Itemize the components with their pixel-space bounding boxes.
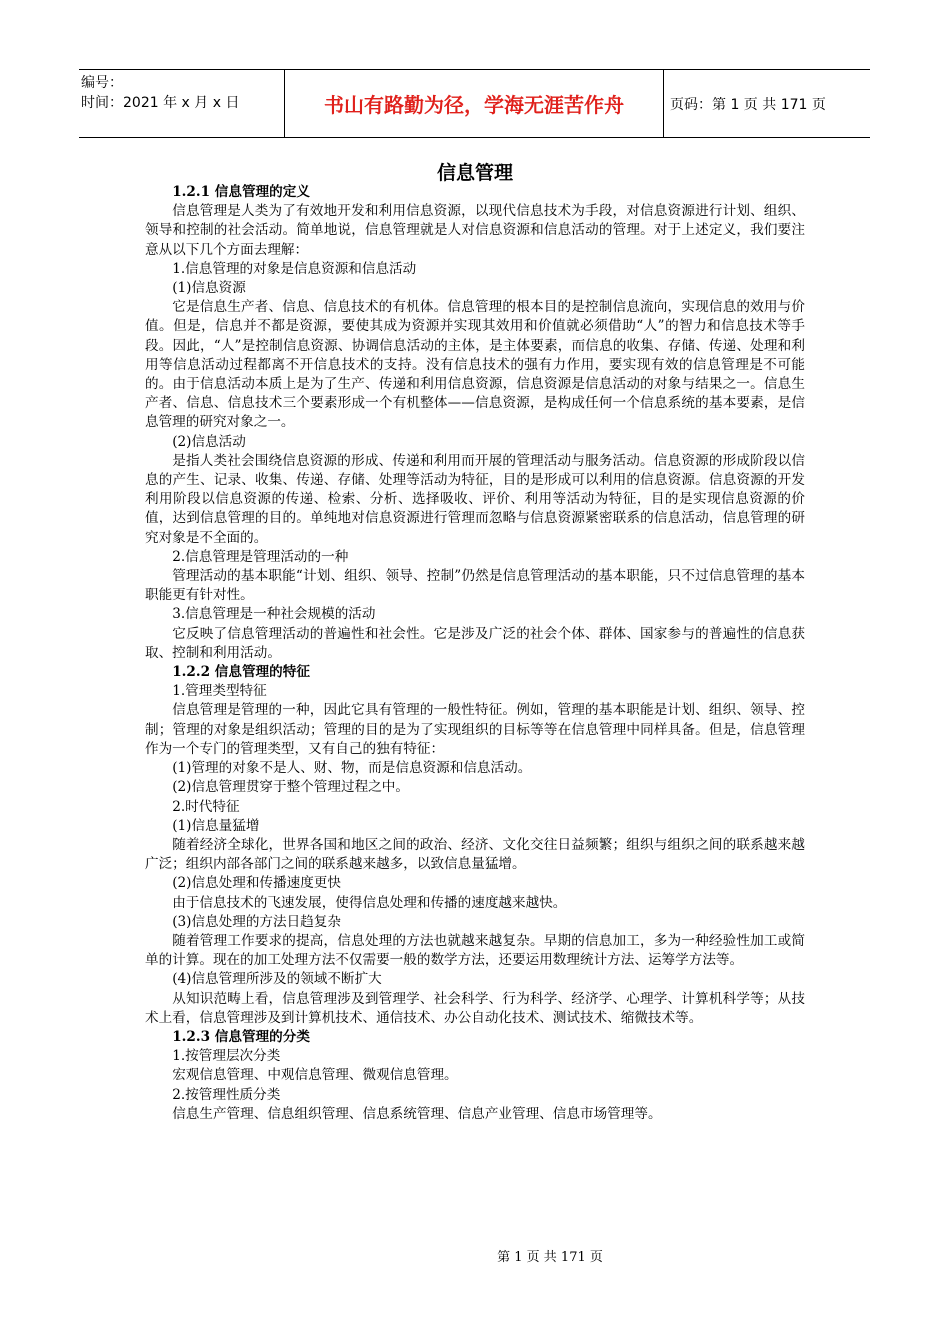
paragraph: 2.时代特征: [172, 798, 240, 815]
page-footer: 第 1 页 共 171 页: [497, 1250, 603, 1265]
page-header: [79, 69, 870, 138]
paragraph: 信息生产管理、信息组织管理、信息系统管理、信息产业管理、信息市场管理等。: [172, 1105, 662, 1122]
paragraph: 从知识范畴上看，信息管理涉及到管理学、社会科学、行为科学、经济学、心理学、计算机科学等；从技术上看，信息管理涉及到计算机技术、通信技术、办公自动化技术、测试技术、缩微技术等。: [145, 990, 805, 1026]
paragraph: (1)信息资源: [172, 280, 246, 297]
paragraph: 1.按管理层次分类: [172, 1048, 281, 1065]
paragraph: 它是信息生产者、信息、信息技术的有机体。信息管理的根本目的是控制信息流向，实现信息的效用与价值。但是，信息并不都是资源，要使其成为资源并实现其效用和价值就必须借助“人”的智力和信息技术等手段。因此，“人”是控制信息资源、协调信息活动的主体，是主体要素，而信息的收集、存储、传递、处理和利用等信息活动过程都离不开信息技术的支持。没有信息技术的强有力作用，要实现有效的信息管理是不可能的。由于信息活动本质上是为了生产、传递和利用信息资源，信息资源是信息活动的对象与结果之一。信息生产者、信息、信息技术三个要素形成一个有机整体——信息资源，是构成任何一个信息系统的基本要素，是信息管理的研究对象之一。: [145, 299, 805, 431]
paragraph: 随着管理工作要求的提高，信息处理的方法也就越来越复杂。早期的信息加工，多为一种经验性加工或简单的计算。现在的加工处理方法不仅需要一般的数学方法，还要运用数理统计方法、运筹学方法等。: [145, 932, 805, 969]
document-body: [145, 183, 805, 1124]
paragraph: 1.信息管理的对象是信息资源和信息活动: [172, 260, 417, 277]
header-motto: 书山有路勤为径，学海无涯苦作舟: [285, 70, 664, 137]
paragraph: 1.管理类型特征: [172, 683, 267, 700]
paragraph: (2)信息处理和传播速度更快: [172, 875, 341, 892]
paragraph: 管理活动的基本职能“计划、组织、领导、控制”仍然是信息管理活动的基本职能，只不过信息管理的基本职能更有针对性。: [145, 568, 805, 604]
paragraph: 3.信息管理是一种社会规模的活动: [172, 606, 376, 623]
paragraph: (3)信息处理的方法日趋复杂: [172, 913, 341, 930]
section-heading: 1.2.2 信息管理的特征: [172, 664, 310, 681]
paragraph: 信息管理是人类为了有效地开发和利用信息资源，以现代信息技术为手段，对信息资源进行计划、组织、领导和控制的社会活动。简单地说，信息管理就是人对信息资源和信息活动的管理。对于上述定义，我们要注意从以下几个方面去理解：: [145, 203, 805, 258]
paragraph: 随着经济全球化，世界各国和地区之间的政治、经济、文化交往日益频繁；组织与组织之间的联系越来越广泛；组织内部各部门之间的联系越来越多，以致信息量猛增。: [145, 836, 805, 873]
paragraph: (1)信息量猛增: [172, 817, 260, 834]
paragraph: 2.按管理性质分类: [172, 1086, 281, 1103]
paragraph: (1)管理的对象不是人、财、物，而是信息资源和信息活动。: [172, 760, 532, 777]
paragraph: 是指人类社会围绕信息资源的形成、传递和利用而开展的管理活动与服务活动。信息资源的形成阶段以信息的产生、记录、收集、传递、存储、处理等活动为特征，目的是形成可以利用的信息资源。信息资源的开发利用阶段以信息资源的传递、检索、分析、选择吸收、评价、利用等活动为特征，目的是实现信息资源的价值，达到信息管理的目的。单纯地对信息资源进行管理而忽略与信息资源紧密联系的信息活动，信息管理的研究对象是不全面的。: [145, 452, 805, 546]
page-title: 信息管理: [436, 162, 513, 184]
paragraph: 宏观信息管理、中观信息管理、微观信息管理。: [172, 1067, 458, 1084]
header-page-count: 页码：第 1 页 共 171 页: [670, 96, 826, 113]
paragraph: (2)信息管理贯穿于整个管理过程之中。: [172, 779, 409, 796]
document-number: 编号：: [81, 75, 123, 91]
paragraph: 由于信息技术的飞速发展，使得信息处理和传播的速度越来越快。: [172, 894, 567, 911]
paragraph: (2)信息活动: [172, 433, 246, 450]
paragraph: 它反映了信息管理活动的普遍性和社会性。它是涉及广泛的社会个体、群体、国家参与的普遍性的信息获取、控制和利用活动。: [145, 625, 805, 661]
paragraph: 2.信息管理是管理活动的一种: [172, 548, 349, 565]
section-heading: 1.2.3 信息管理的分类: [172, 1028, 310, 1045]
paragraph: 信息管理是管理的一种，因此它具有管理的一般性特征。例如，管理的基本职能是计划、组织、领导、控制；管理的对象是组织活动；管理的目的是为了实现组织的目标等等在信息管理中同样具备。但是，信息管理作为一个专门的管理类型，又有自己的独有特征：: [145, 702, 805, 757]
paragraph: (4)信息管理所涉及的领域不断扩大: [172, 971, 382, 988]
section-heading: 1.2.1 信息管理的定义: [172, 184, 310, 200]
document-date: 时间：2021 年 x 月 x 日: [81, 95, 240, 111]
header-meta: [79, 70, 285, 137]
